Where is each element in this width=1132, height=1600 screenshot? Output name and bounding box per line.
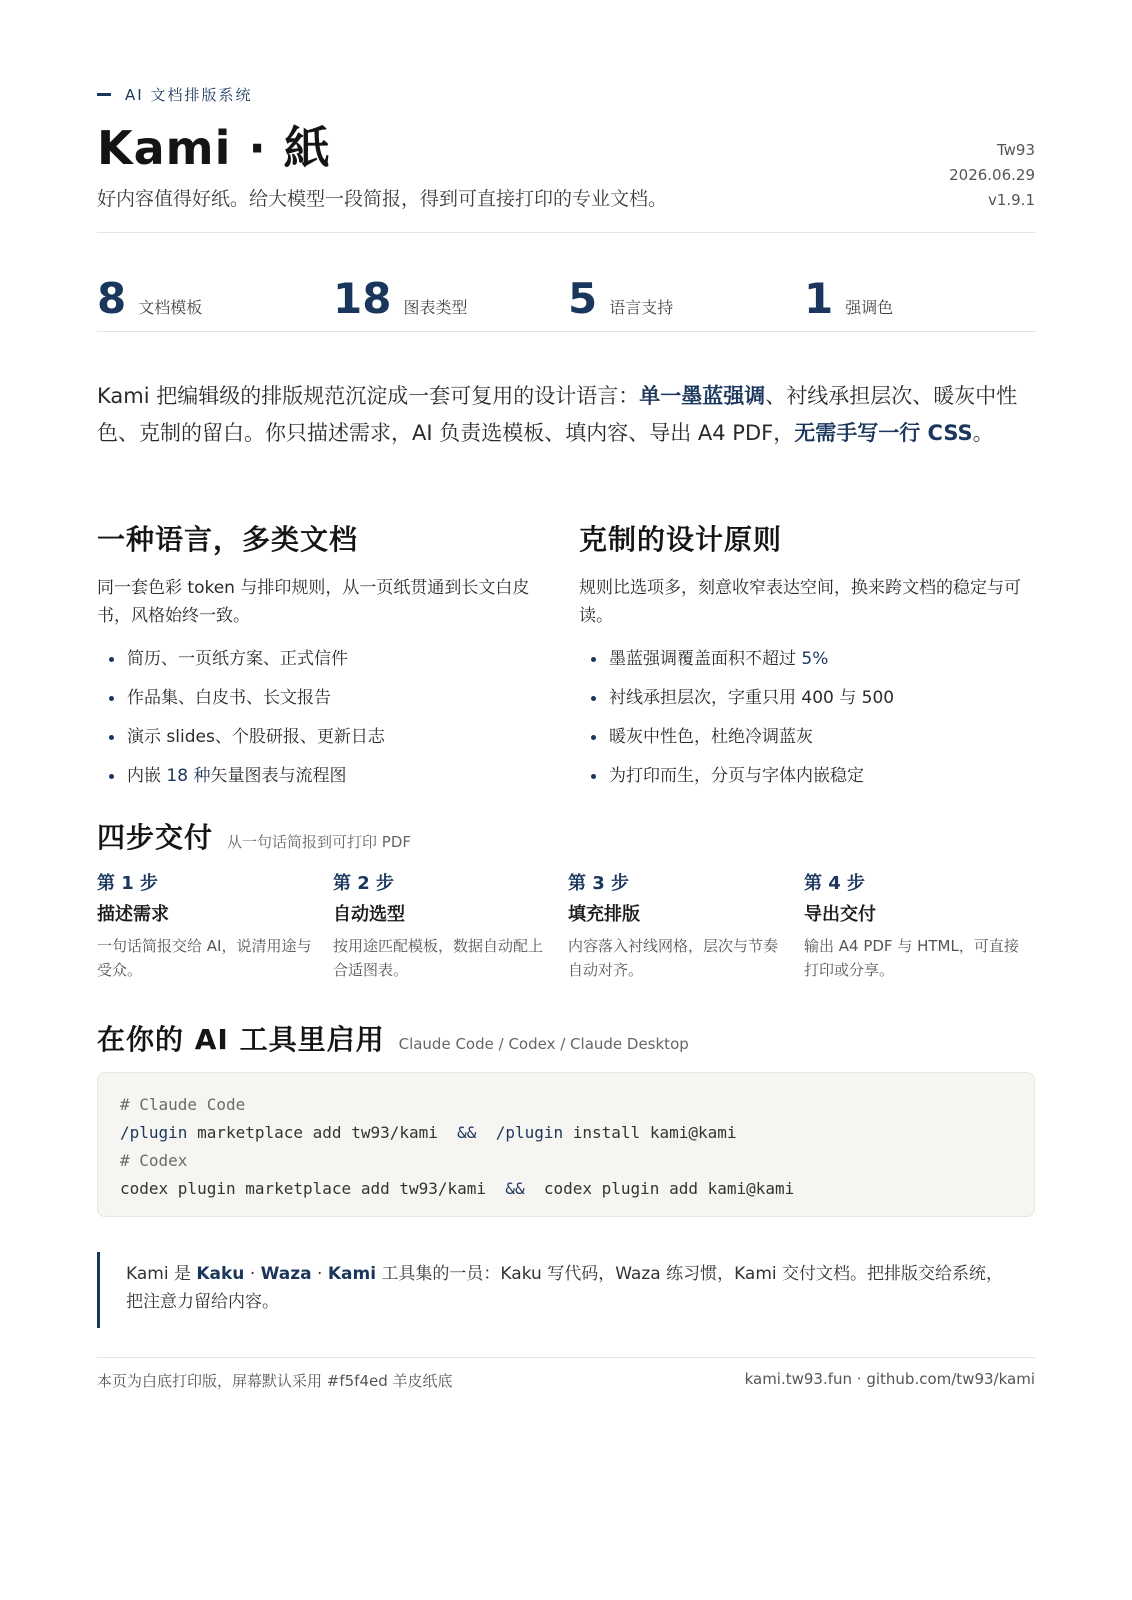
document-page: [97, 0, 1035, 1600]
step-1: [97, 870, 312, 982]
stat-value: 18: [333, 274, 392, 323]
quote-separator: ·: [244, 1264, 261, 1284]
bullet-icon: [591, 696, 596, 701]
step-text: 内容落入衬线网格，层次与节奏自动对齐。: [568, 937, 779, 979]
page-footer: [97, 1370, 1035, 1391]
intro-text: 、衬线承担层次、暖灰中性色、克制的留白。你只描述需求，AI 负责选模板、填内容、导出 A4 PDF，: [97, 384, 1018, 445]
code-args: marketplace add tw93/kami: [187, 1123, 458, 1142]
steps-heading: [97, 818, 411, 858]
quote-link-kaku[interactable]: Kaku: [196, 1264, 245, 1284]
section-subtitle: Claude Code / Codex / Claude Desktop: [398, 1035, 689, 1053]
tools-heading: [97, 1020, 689, 1060]
bullet-icon: [591, 774, 596, 779]
eyebrow-dash: [97, 93, 111, 96]
step-3: [568, 870, 783, 982]
code-args: codex plugin marketplace add tw93/kami: [120, 1179, 506, 1198]
step-text: 按用途匹配模板，数据自动配上合适图表。: [333, 937, 544, 979]
section-title: 在你的 AI 工具里启用: [97, 1023, 385, 1056]
quote-link-waza[interactable]: Waza: [260, 1264, 312, 1284]
stat-languages: [568, 276, 673, 322]
stat-accent: [804, 276, 893, 322]
intro-accent: 单一墨蓝强调: [639, 384, 766, 408]
stat-value: 5: [568, 274, 598, 323]
list-item-text: 矢量图表与流程图: [210, 766, 347, 786]
step-name: 填充排版: [568, 904, 640, 925]
section-subtitle: 从一句话简报到可打印 PDF: [227, 833, 412, 851]
stat-value: 8: [97, 274, 127, 323]
list-item: [579, 679, 1029, 718]
list-item: [97, 640, 547, 679]
list-item-highlight: 18 种: [166, 766, 211, 786]
step-name: 导出交付: [804, 904, 876, 925]
code-operator: &&: [457, 1123, 477, 1142]
stats-row: [97, 276, 1035, 326]
step-4: [804, 870, 1019, 982]
list-item-text: 为打印而生，分页与字体内嵌稳定: [609, 766, 864, 786]
quote-separator: ·: [311, 1264, 328, 1284]
toolkit-quote: [97, 1252, 1035, 1328]
list-item: [97, 757, 547, 796]
footer-divider: [97, 1357, 1035, 1358]
code-args: install kami@kami: [563, 1123, 737, 1142]
section-one-language: [97, 520, 547, 796]
section-desc: 同一套色彩 token 与排印规则，从一页纸贯通到长文白皮书，风格始终一致。: [97, 578, 530, 626]
quote-text: Kami 是: [126, 1264, 197, 1284]
list-item-text: 作品集、白皮书、长文报告: [127, 688, 331, 708]
feature-list: [97, 640, 547, 796]
stat-label: 语言支持: [609, 298, 674, 317]
bullet-icon: [109, 696, 114, 701]
stat-templates: [97, 276, 202, 322]
page-title: Kami · 紙: [97, 121, 331, 175]
list-item: [579, 757, 1029, 796]
meta-version: v1.9.1: [987, 191, 1035, 209]
code-line: [120, 1119, 1012, 1147]
list-item-highlight: 5%: [801, 649, 829, 669]
meta-author: Tw93: [996, 141, 1035, 159]
section-desc: 规则比选项多，刻意收窄表达空间，换来跨文档的稳定与可读。: [579, 578, 1021, 626]
intro-text: Kami 把编辑级的排版规范沉淀成一套可复用的设计语言：: [97, 384, 640, 408]
eyebrow: [97, 84, 252, 105]
step-number: 第 2 步: [333, 873, 395, 894]
section-title: 一种语言，多类文档: [97, 523, 359, 556]
bullet-icon: [109, 774, 114, 779]
meta-date: 2026.06.29: [949, 166, 1035, 184]
intro-text: 。: [972, 421, 994, 445]
list-item: [579, 718, 1029, 757]
principle-list: [579, 640, 1029, 796]
stats-divider: [97, 331, 1035, 332]
step-number: 第 1 步: [97, 873, 159, 894]
doc-meta: [949, 138, 1035, 213]
stat-label: 强调色: [845, 298, 894, 317]
quote-link-kami[interactable]: Kami: [327, 1264, 377, 1284]
intro-paragraph: [97, 378, 1035, 452]
list-item-text: 衬线承担层次，字重只用 400 与 500: [609, 688, 895, 708]
code-command: /plugin: [476, 1123, 564, 1142]
stat-label: 文档模板: [138, 298, 203, 317]
stat-value: 1: [804, 274, 834, 323]
code-comment: # Codex: [120, 1151, 188, 1170]
list-item: [97, 679, 547, 718]
list-item: [97, 718, 547, 757]
step-number: 第 3 步: [568, 873, 630, 894]
section-title: 克制的设计原则: [579, 523, 783, 556]
step-number: 第 4 步: [804, 873, 866, 894]
list-item-text: 简历、一页纸方案、正式信件: [127, 649, 348, 669]
footer-note: 本页为白底打印版，屏幕默认采用 #f5f4ed 羊皮纸底: [97, 1372, 453, 1390]
intro-accent: 无需手写一行 CSS: [794, 421, 973, 445]
list-item-text: 演示 slides、个股研报、更新日志: [127, 727, 385, 747]
header-divider: [97, 232, 1035, 233]
bullet-icon: [591, 657, 596, 662]
install-code-block[interactable]: [97, 1072, 1035, 1217]
section-design-principles: [579, 520, 1029, 796]
step-text: 一句话简报交给 AI，说清用途与受众。: [97, 937, 312, 979]
list-item-text: 墨蓝强调覆盖面积不超过: [609, 649, 802, 669]
bullet-icon: [109, 657, 114, 662]
list-item: [579, 640, 1029, 679]
eyebrow-text: AI 文档排版系统: [125, 86, 253, 104]
stat-label: 图表类型: [403, 298, 468, 317]
step-name: 描述需求: [97, 904, 169, 925]
code-line: [120, 1175, 1012, 1203]
code-comment: # Claude Code: [120, 1095, 246, 1114]
section-title: 四步交付: [97, 821, 214, 854]
bullet-icon: [109, 735, 114, 740]
stat-charts: [333, 276, 467, 322]
list-item-text: 暖灰中性色，杜绝冷调蓝灰: [609, 727, 813, 747]
step-name: 自动选型: [333, 904, 405, 925]
quote-text: 工具集的一员：Kaku 写代码，Waza 练习惯，Kami 交付文档。把排版交给系统，把注意力留给内容。: [126, 1264, 1004, 1312]
code-command: /plugin: [120, 1123, 188, 1142]
footer-links[interactable]: kami.tw93.fun · github.com/tw93/kami: [744, 1370, 1035, 1388]
code-operator: &&: [505, 1179, 525, 1198]
code-args: codex plugin add kami@kami: [524, 1179, 795, 1198]
page-subtitle: 好内容值得好纸。给大模型一段简报，得到可直接打印的专业文档。: [97, 188, 668, 210]
list-item-text: 内嵌: [127, 766, 167, 786]
step-2: [333, 870, 548, 982]
bullet-icon: [591, 735, 596, 740]
step-text: 输出 A4 PDF 与 HTML，可直接打印或分享。: [804, 937, 1019, 979]
